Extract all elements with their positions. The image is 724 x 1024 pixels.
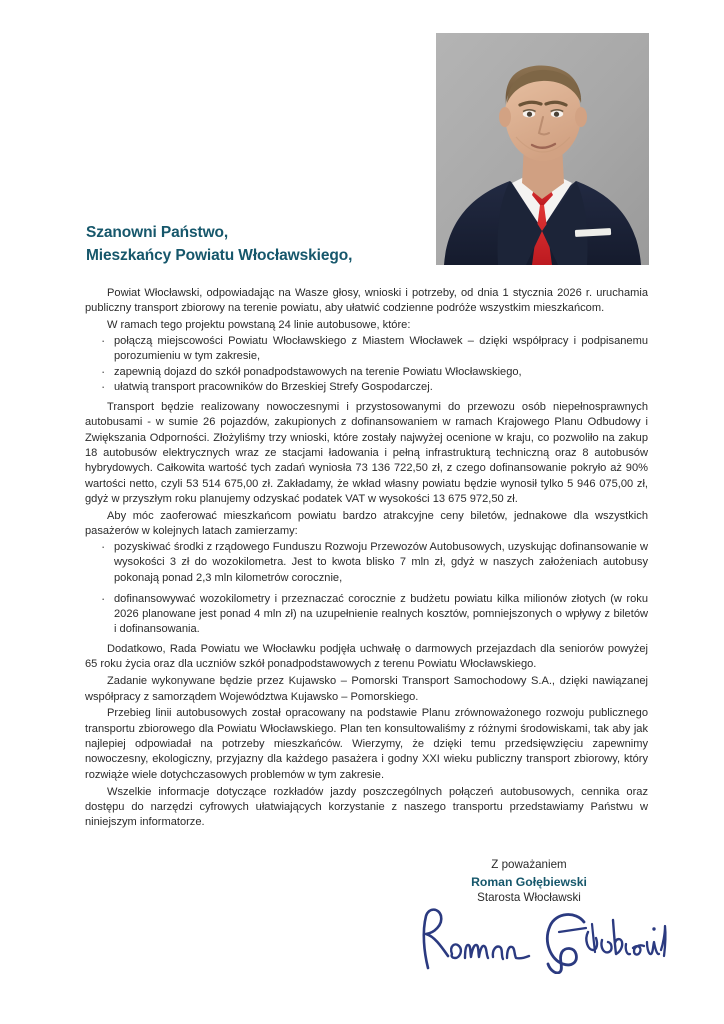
list-item: · zapewnią dojazd do szkół ponadpodstawowych na terenie Powiatu Włocławskiego, [85,365,648,380]
list-item: · ułatwią transport pracowników do Brzeskiej Strefy Gospodarczej. [85,380,648,395]
paragraph-free-rides: Dodatkowo, Rada Powiatu we Włocławku podjęła uchwałę o darmowych przejazdach dla seniorów powyżej 65 roku życia oraz dla uczniów szkół ponadpodstawowych z terenu Powiatu Włocławskiego. [85,643,648,671]
starosta-portrait-photo [436,33,649,265]
paragraph-information: Wszelkie informacje dotyczące rozkładów jazdy poszczególnych połączeń autobusowych, cennika oraz dostępu do narzędzi cyfrowych ułatwiających korzystanie z naszego transportu przedstawiamy Państwu w niniejszym informatorze. [85,785,648,829]
paragraph-project-lines: W ramach tego projektu powstaną 24 linie autobusowe, które: [107,319,411,332]
list-item: · połączą miejscowości Powiatu Włocławskiego z Miastem Włocławek – dzięki współpracy i podpisanemu porozumieniu w tym zakresie, [85,334,648,365]
list-item: · dofinansowywać wozokilometry i przeznaczać corocznie z budżetu powiatu kilka milionów złotych (w roku 2026 planowane jest ponad 4 mln zł) na uzupełnienie realnych kosztów, pomniejszonych o wpływy z biletów i dofinansowania. [85,592,648,638]
salutation-line-1: Szanowni Państwo, [86,224,229,241]
portrait-illustration [436,33,649,265]
list-item: · pozyskiwać środki z rządowego Funduszu Rozwoju Przewozów Autobusowych, uzyskując dofinansowanie w wysokości 3 zł do wozokilometra. Jest to kwota blisko 7 mln zł, gdyż w naszych założeniach autobusy pokonają ponad 2,3 mln kilometrów corocznie, [85,540,648,586]
paragraph-intro: Powiat Włocławski, odpowiadając na Wasze głosy, wnioski i potrzeby, od dnia 1 stycznia 2026 r. uruchamia publiczny transport zbiorowy na terenie powiatu, aby ułatwić codzienne podróże wszystkim mieszkańcom. [85,287,648,315]
paragraph-ticket-prices: Aby móc zaoferować mieszkańcom powiatu bardzo atrakcyjne ceny biletów, jednakowe dla wszystkich pasażerów w kolejnych latach zamierzamy: [85,509,648,538]
paragraph-route-plan: Przebieg linii autobusowych został opracowany na podstawie Planu zrównoważonego rozwoju publicznego transportu zbiorowego dla Powiatu Włocławskiego. Plan ten konsultowaliśmy z różnymi środowiskami, tak aby jak najlepiej odpowiadał na potrzeby mieszkańców. Wierzymy, że dzięki temu przedsięwzięciu zapewnimy nowoczesny, ekologiczny, przyjazny dla każdego pasażera i godny XXI wieku publiczny transport zbiorowy, który rozwiąże wiele dotychczasowych problemów w tym zakresie. [85,707,648,781]
signature-role: Starosta Włocławski [477,891,581,904]
salutation-heading [86,221,426,267]
signature-name: Roman Gołębiewski [471,874,587,889]
handwritten-signature [408,902,670,974]
letter-body [85,286,648,831]
signature-regards: Z poważaniem [491,858,567,871]
funding-measures-list [85,540,648,638]
paragraph-vehicles-funding: Transport będzie realizowany nowoczesnymi i przystosowanymi do przewozu osób niepełnosprawnych autobusami - w sumie 26 pojazdów, zakupionych z dofinansowaniem w ramach Krajowego Planu Odbudowy i Zwiększania Odporności. Złożyliśmy trzy wnioski, które zostały najwyżej ocenione w kraju, co pozwoliło na zakup 18 autobusów elektrycznych wraz ze stacjami ładowania i pełną infrastrukturą techniczną oraz 8 autobusów hybrydowych. Całkowita wartość tych zadań wyniosła 73 136 722,50 zł, z czego dofinansowanie pokryło aż 90% wartości netto, czyli 53 514 675,00 zł. Zakładamy, że wkład własny powiatu będzie wynosił tylko 5 946 075,00 zł, gdyż w przyszłym roku planujemy odzyskać podatek VAT w wysokości 13 675 972,50 zł. [85,400,648,505]
salutation-line-2: Mieszkańcy Powiatu Włocławskiego, [86,247,353,264]
bus-lines-list [85,334,648,395]
paragraph-operator: Zadanie wykonywane będzie przez Kujawsko – Pomorski Transport Samochodowy S.A., dzięki nawiązanej współpracy z samorządem Województwa Kujawsko – Pomorskiego. [85,675,648,703]
signature-block [400,857,658,907]
